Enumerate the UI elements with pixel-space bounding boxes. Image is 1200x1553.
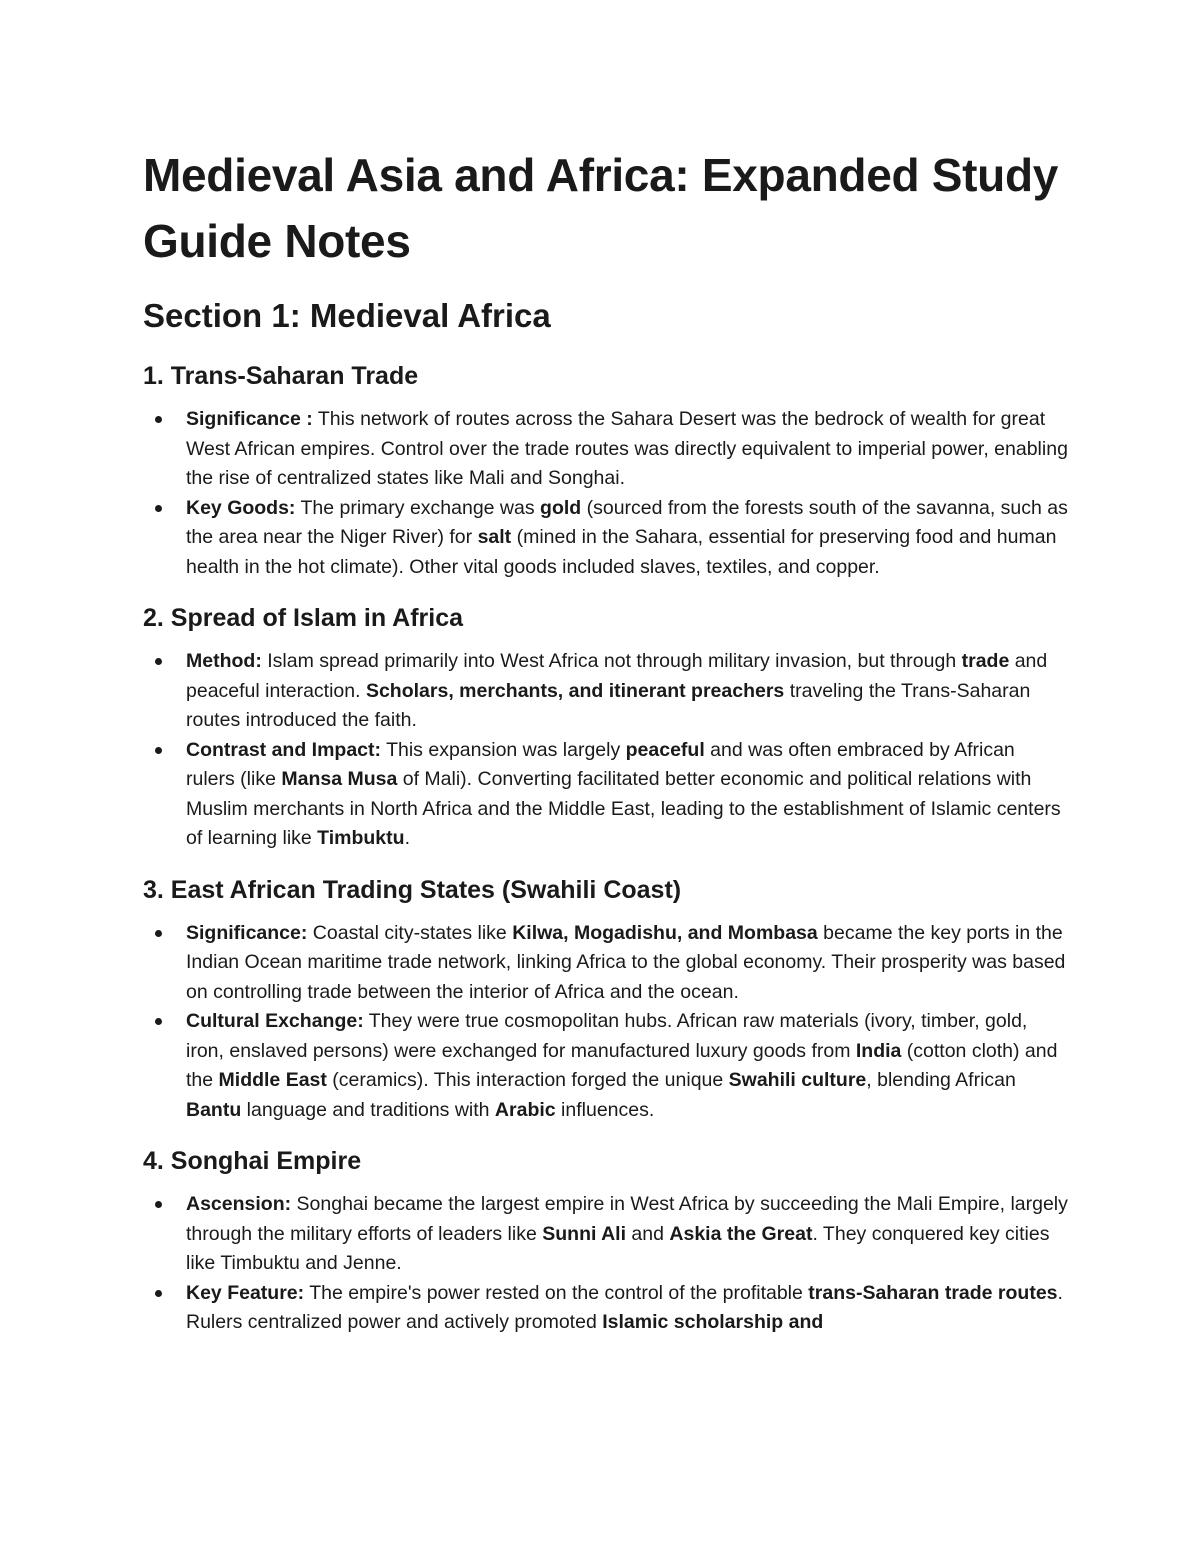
topic-heading: 1. Trans-Saharan Trade (143, 362, 419, 390)
bullet-label: Cultural Exchange: (186, 1010, 364, 1032)
bullet-label: Significance : (186, 408, 313, 430)
document-page (143, 142, 1068, 1338)
bold-term: salt (477, 526, 512, 548)
bullet-list (143, 647, 1068, 854)
bullet-text: (ceramics). This interaction forged the unique (326, 1069, 729, 1091)
bullet-text: . Rulers centralized power and actively promoted (186, 1281, 1063, 1333)
bullet-text: This expansion was largely (381, 738, 626, 761)
bullet-text: The primary exchange was (295, 496, 541, 519)
bullet-text: and peaceful interaction. (186, 650, 1048, 702)
bullet-dot-icon (155, 416, 162, 423)
bullet-item (143, 1279, 1068, 1338)
bold-term: trade (961, 650, 1010, 672)
topic-heading: 2. Spread of Islam in Africa (143, 604, 464, 632)
topic-section (143, 872, 1068, 1126)
bullet-label: Key Feature: (186, 1281, 305, 1304)
bold-term: Islamic scholarship and (602, 1311, 824, 1333)
bullet-dot-icon (155, 505, 162, 512)
bullet-text: traveling the Trans-Saharan routes introduced the faith. (186, 679, 1031, 731)
bullet-text: , blending African (866, 1069, 1016, 1091)
bullet-text: (cotton cloth) and the (186, 1039, 1058, 1091)
bullet-label: Significance: (186, 921, 308, 944)
bullet-text: of Mali). Converting facilitated better economic and political relations with Muslim merchants in North Africa and the Middle East, leading to the establishment of Islamic centers of learning like (186, 768, 1061, 849)
bullet-list (143, 919, 1068, 1126)
bullet-text: and (626, 1222, 670, 1245)
bullet-item (143, 405, 1068, 494)
bullet-text: The empire's power rested on the control of the profitable (304, 1281, 809, 1304)
bullet-label: Key Goods: (186, 496, 296, 519)
bullet-text: and was often embraced by African rulers (like (186, 738, 1015, 790)
bullet-item (143, 736, 1068, 854)
bullet-text: (sourced from the forests south of the savanna, such as the area near the Niger River) for (186, 496, 1068, 548)
bullet-label: Ascension: (186, 1193, 292, 1215)
bold-term: Scholars, merchants, and itinerant preachers (365, 679, 785, 702)
bullet-dot-icon (155, 747, 162, 754)
bullet-dot-icon (155, 930, 162, 937)
bold-term: Kilwa, Mogadishu, and Mombasa (512, 921, 818, 944)
bullet-label: Method: (186, 650, 262, 672)
bold-term: Sunni Ali (542, 1222, 627, 1245)
bullet-item (143, 1007, 1068, 1125)
topic-section (143, 600, 1068, 854)
document-title: Medieval Asia and Africa: Expanded Study Guide Notes (143, 149, 1059, 267)
bullet-list (143, 1190, 1068, 1338)
bullet-text: (mined in the Sahara, essential for preserving food and human health in the hot climate). Other vital goods included slaves, textiles, and copper. (186, 526, 1057, 578)
bullet-dot-icon (155, 1290, 162, 1297)
topic-heading: 4. Songhai Empire (143, 1147, 362, 1175)
bold-term: Swahili culture (728, 1069, 867, 1091)
bullet-text: . They conquered key cities like Timbuktu and Jenne. (186, 1222, 1050, 1274)
bold-term: Middle East (218, 1069, 327, 1091)
bullet-item (143, 494, 1068, 583)
bullet-item (143, 919, 1068, 1008)
bullet-text: Islam spread primarily into West Africa not through military invasion, but through (261, 650, 962, 672)
bullet-text: language and traditions with (241, 1098, 495, 1121)
bold-term: Timbuktu (317, 827, 405, 849)
bullet-dot-icon (155, 1201, 162, 1208)
bold-term: Arabic (494, 1098, 556, 1121)
bullet-text: . (404, 827, 410, 849)
bold-term: gold (540, 496, 582, 519)
topic-section (143, 1143, 1068, 1338)
bold-term: India (855, 1039, 902, 1062)
bold-term: Askia the Great (669, 1222, 813, 1245)
topic-section (143, 358, 1068, 582)
bullet-text: Songhai became the largest empire in West Africa by succeeding the Mali Empire, largely through the military efforts of leaders like (186, 1193, 1068, 1245)
bold-term: Mansa Musa (281, 768, 398, 790)
topics-container (143, 358, 1068, 1338)
bullet-label: Contrast and Impact: (186, 738, 382, 761)
bullet-text: They were true cosmopolitan hubs. African raw materials (ivory, timber, gold, iron, enslaved persons) were exchanged for manufactured luxury goods from (186, 1010, 1028, 1062)
bullet-text: influences. (555, 1098, 655, 1121)
bullet-text: Coastal city-states like (307, 921, 513, 944)
bullet-dot-icon (155, 1018, 162, 1025)
bullet-text: became the key ports in the Indian Ocean maritime trade network, linking Africa to the global economy. Their prosperity was based on controlling trade between the interior of Africa and the ocean. (186, 921, 1066, 1003)
bullet-list (143, 405, 1068, 582)
bold-term: peaceful (625, 738, 705, 761)
bullet-item (143, 647, 1068, 736)
bullet-text: This network of routes across the Sahara Desert was the bedrock of wealth for great West African empires. Control over the trade routes was directly equivalent to imperial power, enabling the rise of centralized states like Mali and Songhai. (186, 408, 1068, 489)
bullet-item (143, 1190, 1068, 1279)
bold-term: Bantu (186, 1098, 242, 1121)
bullet-dot-icon (155, 658, 162, 665)
section-heading: Section 1: Medieval Africa (143, 297, 551, 334)
topic-heading: 3. East African Trading States (Swahili Coast) (143, 875, 682, 904)
bold-term: trans-Saharan trade routes (808, 1281, 1058, 1304)
